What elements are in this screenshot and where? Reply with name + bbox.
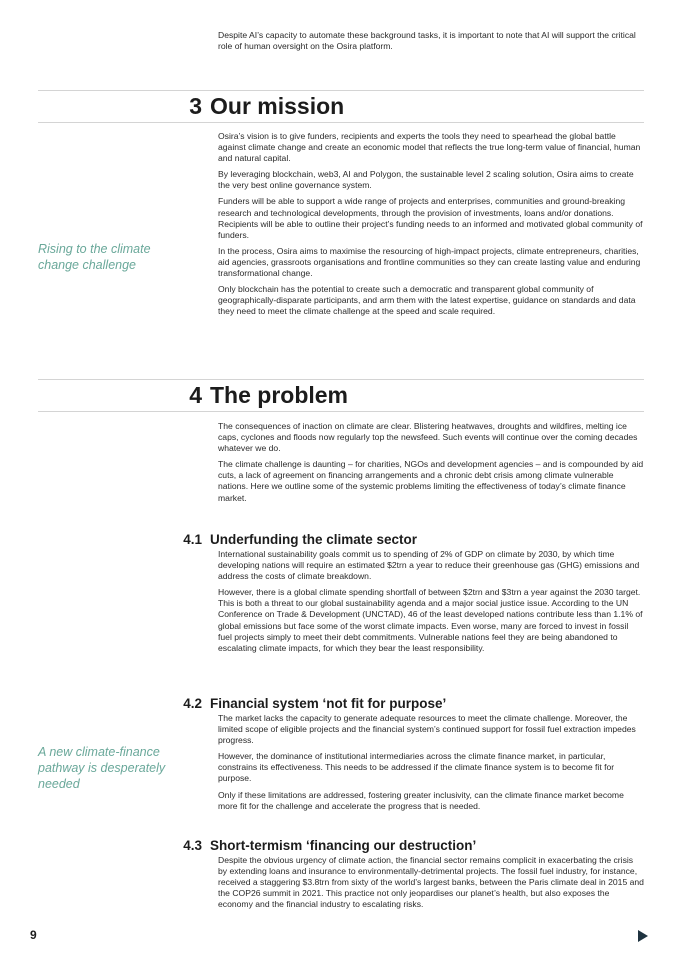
subsection-4-2-paragraph: Only if these limitations are addressed, fostering greater inclusivity, can the climate finance market become more fit for the challenge and accelerate the progress that is needed. — [218, 789, 624, 811]
subsection-4-1-paragraph: However, there is a global climate spending shortfall of between $2trn and $3trn a year against the 2030 target. This is both a threat to our global sustainability agenda and a major social justice issue. According to the UN Conference on Trade & Development (UNCTAD), 46 of the least developed nations contribute less than 1.1% of global emissions but face some of the worst climate impacts. Even worse, many are forced to invest in fossil fuel projects simply to meet their debt commitments. Vulnerable nations feel they are being abandoned to escalating climate impacts, for which they bear the least responsibility. — [218, 587, 643, 653]
section-3-number: 3 — [189, 92, 202, 119]
subsection-4-3-number: 4.3 — [183, 838, 202, 853]
section-4-paragraph: The climate challenge is daunting – for charities, NGOs and development agencies – and is compounded by aid cuts, a lack of agreement on financing arrangements and a chronic debt crisis among climate vulnerable nations. Here we outline some of the systemic problems limiting the effectiveness of today’s climate finance market. — [218, 459, 644, 503]
subsection-4-2-paragraph: However, the dominance of institutional intermediaries across the climate finance market, in particular, constrains its effectiveness. This needs to be addressed if the climate finance system is to become fit for purpose. — [218, 751, 615, 784]
section-4-heading — [38, 380, 644, 410]
section-4-pull-quote: A new climate-finance pathway is desperately needed — [38, 745, 166, 791]
subsection-4-3-heading — [38, 838, 644, 853]
subsection-4-1-title: Underfunding the climate sector — [210, 532, 418, 547]
next-page-arrow-icon[interactable] — [638, 930, 648, 942]
section-4-bottom-rule — [38, 411, 644, 412]
section-3-paragraph: Only blockchain has the potential to create such a democratic and transparent global community of geographically-disparate participants, and arm them with the latest expertise, guidance on standards and data they need to meet the climate challenge at the speed and scale required. — [218, 284, 636, 317]
subsection-4-1-paragraph: International sustainability goals commit us to spending of 2% of GDP on climate by 2030, by which time developing nations will require an estimated $2trn a year to reduce their greenhouse gas (GHG) emissions and address the costs of climate breakdown. — [218, 549, 640, 582]
subsection-4-3-body — [218, 855, 644, 915]
subsection-4-2-paragraph: The market lacks the capacity to generate adequate resources to meet the climate challenge. Moreover, the limited scope of eligible projects and the financial system’s continued support for fossil fuel extraction impedes progress. — [218, 713, 636, 746]
subsection-4-2-heading — [38, 696, 644, 711]
subsection-4-3-title: Short-termism ‘financing our destruction’ — [210, 838, 477, 853]
section-3-paragraph: Funders will be able to support a wide range of projects and enterprises, communities and ground-breaking research and technological developments, through the provision of investments, loans and/or donations. Recipients will be able to outline their project’s funding needs to an informed and motivated global community of funders. — [218, 196, 643, 240]
intro-paragraph: Despite AI’s capacity to automate these background tasks, it is important to note that AI will support the critical role of human oversight on the Osira platform. — [218, 30, 636, 52]
section-3-bottom-rule — [38, 122, 644, 123]
section-4-number: 4 — [189, 381, 202, 408]
section-3-body — [218, 131, 644, 322]
subsection-4-2-title: Financial system ‘not fit for purpose’ — [210, 696, 447, 711]
subsection-4-3-paragraph: Despite the obvious urgency of climate action, the financial sector remains complicit in exacerbating the crisis by extending loans and insurance to environmentally-detrimental projects. The fossil fuel industry, for instance, received a staggering $3.8trn from sixty of the world’s largest banks, between the Paris climate deal in 2015 and the COP26 summit in 2021. This practice not only jeopardises our planet’s health, but also exposes the economy and the financial industry to escalating risks. — [218, 855, 644, 910]
subsection-4-1-number: 4.1 — [183, 532, 202, 547]
subsection-4-1-heading — [38, 532, 644, 547]
intro-block — [218, 30, 644, 57]
section-3-pull-quote: Rising to the climate change challenge — [38, 242, 151, 272]
subsection-4-2-body — [218, 713, 644, 817]
section-3-paragraph: In the process, Osira aims to maximise the resourcing of high-impact projects, climate entrepreneurs, charities, aid agencies, grassroots organisations and frontline communities so they can create lasting value and enduring transformational change. — [218, 245, 641, 279]
page-number: 9 — [30, 928, 37, 942]
section-4-title: The problem — [210, 381, 349, 408]
subsection-4-2-number: 4.2 — [183, 696, 202, 711]
section-3-paragraph: Osira’s vision is to give funders, recipients and experts the tools they need to spearhead the global battle against climate change and create an economic model that reflects the true long-term value of financial, human and natural capital. — [218, 131, 641, 164]
section-4-paragraph: The consequences of inaction on climate are clear. Blistering heatwaves, droughts and wildfires, melting ice caps, cyclones and floods now regularly top the newsfeed. Such events will continue over the coming decades whatever we do. — [218, 421, 638, 454]
section-3-paragraph: By leveraging blockchain, web3, AI and Polygon, the sustainable level 2 scaling solution, Osira aims to create the very best online governance system. — [218, 169, 634, 191]
section-4-intro-body — [218, 421, 644, 509]
section-3-heading — [38, 91, 644, 121]
subsection-4-1-body — [218, 549, 644, 659]
section-3-title: Our mission — [210, 92, 345, 119]
